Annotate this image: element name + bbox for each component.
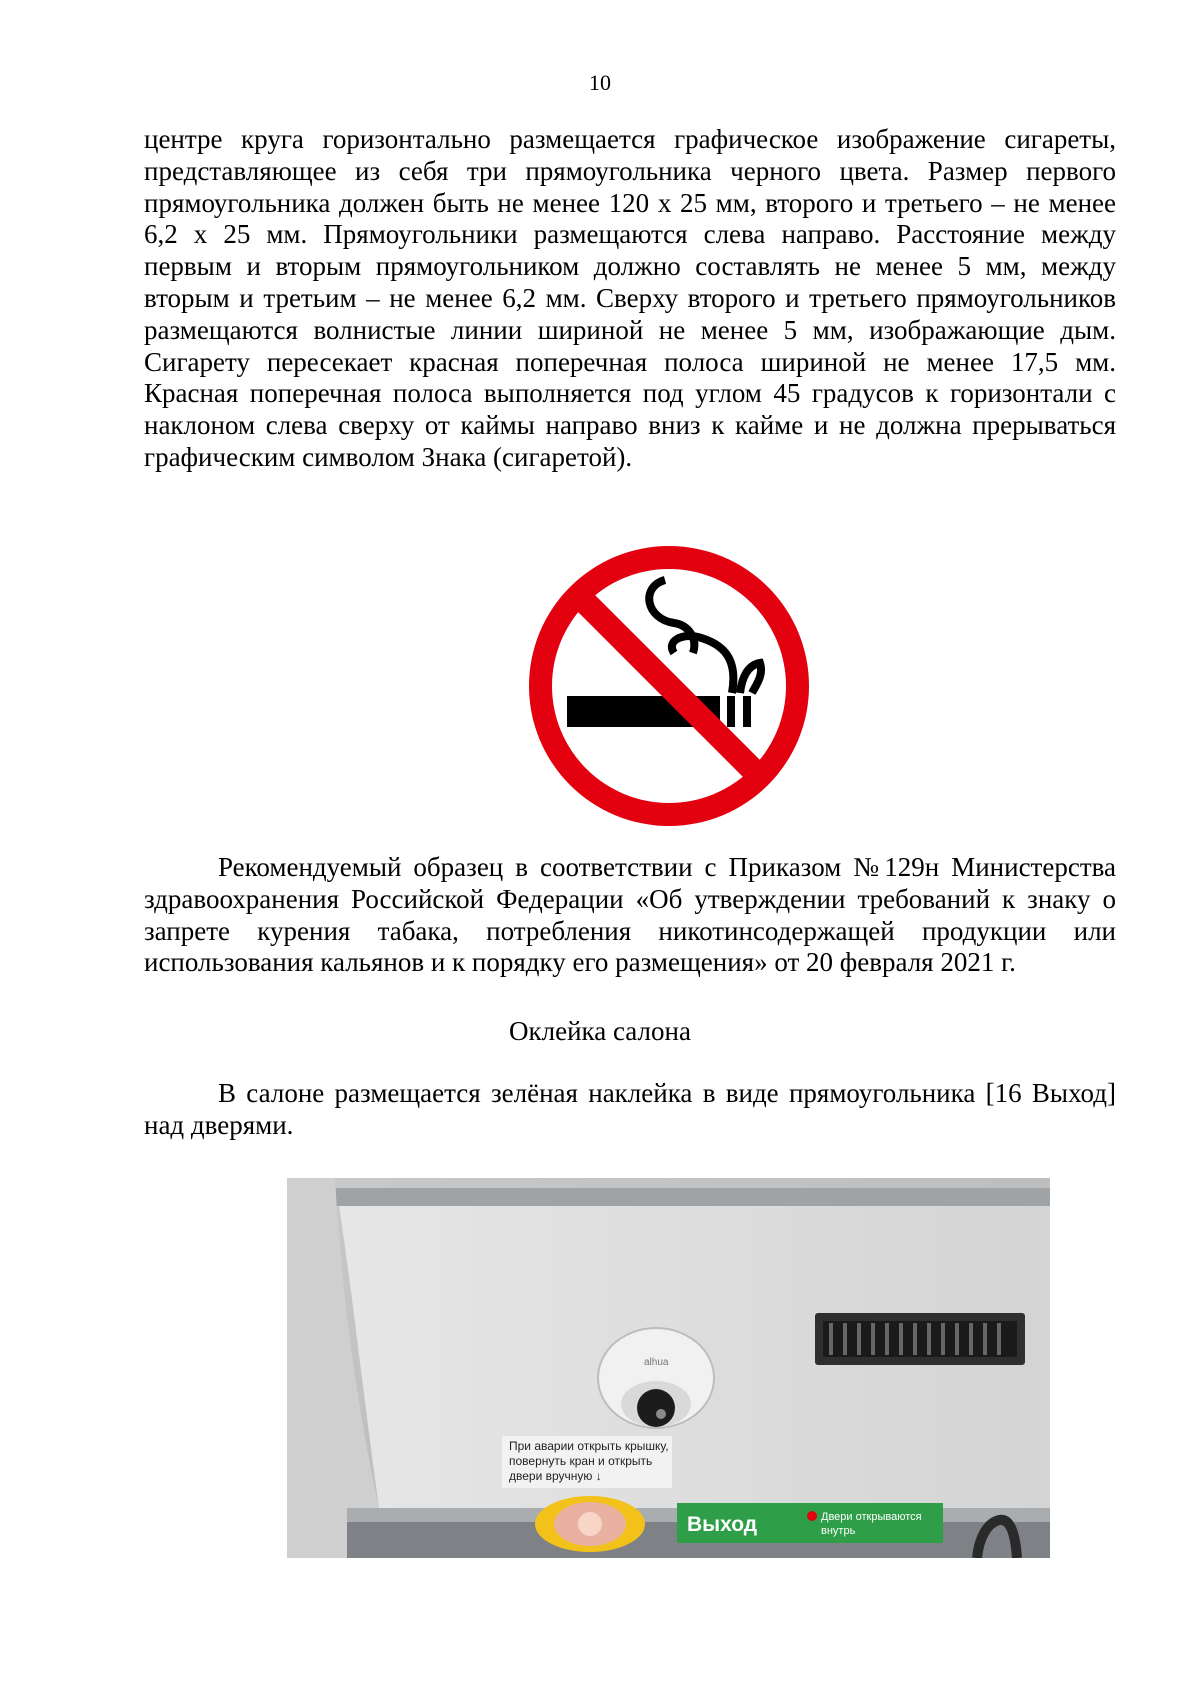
instruction-line: повернуть кран и открыть xyxy=(509,1454,653,1468)
emergency-instruction-label xyxy=(502,1436,672,1488)
vent-grille-icon xyxy=(815,1313,1025,1365)
caption-paragraph: Рекомендуемый образец в соответствии с Приказом №129н Министерства здравоохранения Российской Федерации «Об утверждении требований к знаку о запрете курения табака, потребления никотинсодержащей продукции или использования кальянов и к порядку его размещения» от 20 февраля 2021 г. xyxy=(144,852,1116,978)
instruction-line: При аварии открыть крышку, xyxy=(509,1439,669,1453)
top-rail xyxy=(335,1188,1050,1206)
page-number: 10 xyxy=(589,70,611,95)
bus-interior-photo xyxy=(287,1178,1050,1558)
intro-paragraph: центре круга горизонтально размещается графическое изображение сигареты, представляющее из себя три прямоугольника черного цвета. Размер первого прямоугольника должен быть не менее 120 х 25 мм, второго и третьего – не менее 6,2 х 25 мм. Прямоугольники размещаются слева направо. Расстояние между первым и вторым прямоугольником должно составлять не менее 5 мм, между вторым и третьим – не менее 6,2 мм. Сверху второго и третьего прямоугольников размещаются волнистые линии шириной не менее 5 мм, изображающие дым. Сигарету пересекает красная поперечная полоса шириной не менее 17,5 мм. Красная поперечная полоса выполняется под углом 45 градусов к горизонтали с наклоном слева сверху от каймы направо вниз к кайме и не должна прерываться графическим символом Знака (сигаретой). xyxy=(144,124,1116,472)
salon-paragraph: В салоне размещается зелёная наклейка в виде прямоугольника [16 Выход] над дверями. xyxy=(144,1078,1116,1140)
exit-label: Выход xyxy=(687,1513,758,1536)
camera-icon xyxy=(598,1328,714,1428)
no-smoking-sign-icon xyxy=(528,545,810,827)
exit-note-line: Двери открываются xyxy=(821,1511,922,1523)
warning-icon xyxy=(807,1511,817,1521)
camera-brand: alhua xyxy=(644,1357,669,1368)
instruction-line: двери вручную ↓ xyxy=(509,1469,602,1483)
exit-sticker xyxy=(677,1503,943,1543)
section-heading: Оклейка салона xyxy=(509,1016,691,1046)
exit-note-line: внутрь xyxy=(821,1525,856,1537)
emergency-valve-cover[interactable] xyxy=(535,1496,645,1552)
